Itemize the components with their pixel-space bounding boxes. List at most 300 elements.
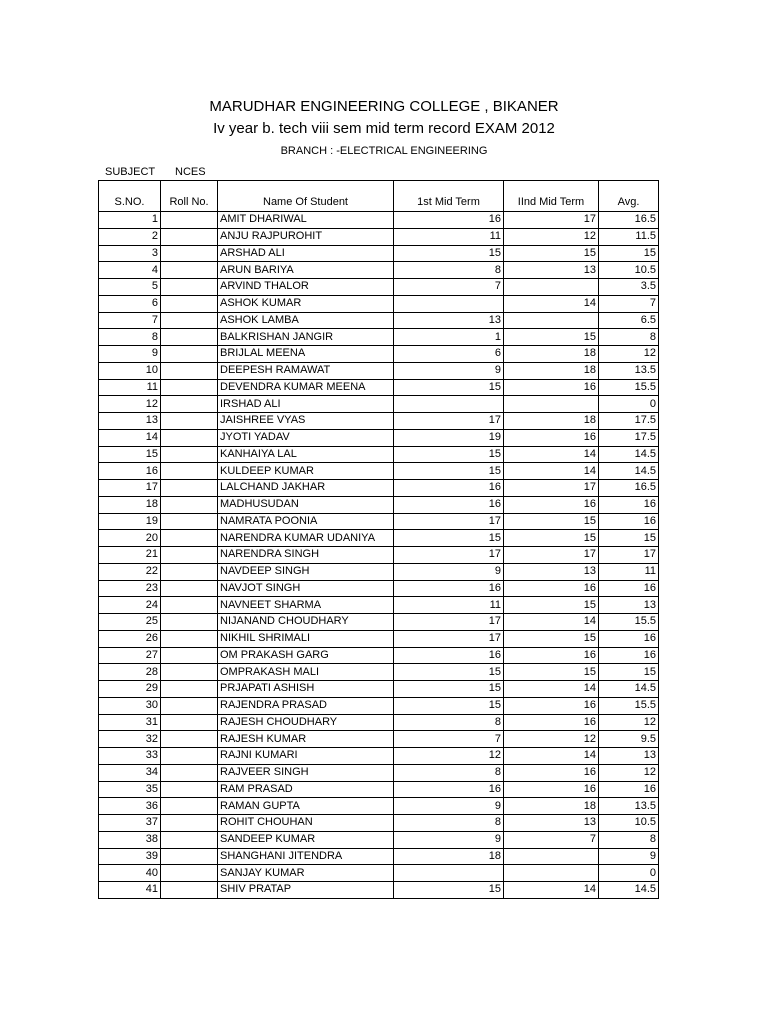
sno-cell: 27 (99, 647, 161, 664)
student-name-cell: NARENDRA KUMAR UDANIYA (218, 530, 394, 547)
table-row (99, 831, 659, 848)
roll-no-cell (161, 748, 218, 765)
second-mid-term-cell: 14 (504, 882, 599, 899)
average-cell: 3.5 (599, 279, 659, 296)
first-mid-term-cell: 9 (394, 798, 504, 815)
average-cell: 15.5 (599, 697, 659, 714)
roll-no-cell (161, 547, 218, 564)
roll-no-cell (161, 228, 218, 245)
roll-no-cell (161, 429, 218, 446)
second-mid-term-cell: 18 (504, 346, 599, 363)
second-mid-term-cell: 17 (504, 547, 599, 564)
roll-no-cell (161, 865, 218, 882)
sno-cell: 3 (99, 245, 161, 262)
sno-cell: 38 (99, 831, 161, 848)
student-name-cell: OMPRAKASH MALI (218, 664, 394, 681)
table-row (99, 262, 659, 279)
first-mid-term-cell (394, 396, 504, 413)
student-name-cell: NAMRATA POONIA (218, 513, 394, 530)
second-mid-term-cell: 15 (504, 329, 599, 346)
sno-cell: 40 (99, 865, 161, 882)
student-name-cell: SANDEEP KUMAR (218, 831, 394, 848)
table-row (99, 480, 659, 497)
student-name-cell: KULDEEP KUMAR (218, 463, 394, 480)
first-mid-term-cell: 17 (394, 513, 504, 530)
sno-cell: 22 (99, 563, 161, 580)
sno-cell: 15 (99, 446, 161, 463)
sno-cell: 21 (99, 547, 161, 564)
first-mid-term-cell: 8 (394, 815, 504, 832)
second-mid-term-cell: 16 (504, 697, 599, 714)
first-mid-term-cell: 16 (394, 580, 504, 597)
roll-no-cell (161, 781, 218, 798)
table-row (99, 513, 659, 530)
roll-no-cell (161, 362, 218, 379)
sno-cell: 29 (99, 681, 161, 698)
table-row (99, 245, 659, 262)
student-name-cell: ARVIND THALOR (218, 279, 394, 296)
student-name-cell: PRJAPATI ASHISH (218, 681, 394, 698)
table-row (99, 279, 659, 296)
sno-cell: 13 (99, 413, 161, 430)
student-name-cell: ANJU RAJPUROHIT (218, 228, 394, 245)
sno-cell: 34 (99, 764, 161, 781)
roll-no-cell (161, 245, 218, 262)
roll-no-cell (161, 396, 218, 413)
first-mid-term-cell: 15 (394, 697, 504, 714)
average-cell: 13 (599, 597, 659, 614)
second-mid-term-cell: 16 (504, 496, 599, 513)
column-header-sno: S.NO. (99, 181, 161, 212)
subject-value: NCES (175, 166, 206, 178)
second-mid-term-cell: 12 (504, 228, 599, 245)
first-mid-term-cell: 15 (394, 245, 504, 262)
column-header-average: Avg. (599, 181, 659, 212)
average-cell: 14.5 (599, 882, 659, 899)
average-cell: 9.5 (599, 731, 659, 748)
sno-cell: 26 (99, 630, 161, 647)
sno-cell: 6 (99, 295, 161, 312)
roll-no-cell (161, 614, 218, 631)
roll-no-cell (161, 463, 218, 480)
first-mid-term-cell: 15 (394, 379, 504, 396)
column-header-first-mid-term: 1st Mid Term (394, 181, 504, 212)
second-mid-term-cell: 13 (504, 563, 599, 580)
table-row (99, 295, 659, 312)
sno-cell: 9 (99, 346, 161, 363)
student-name-cell: NIJANAND CHOUDHARY (218, 614, 394, 631)
sno-cell: 41 (99, 882, 161, 899)
first-mid-term-cell: 12 (394, 748, 504, 765)
average-cell: 0 (599, 396, 659, 413)
roll-no-cell (161, 379, 218, 396)
sno-cell: 20 (99, 530, 161, 547)
student-name-cell: NAVJOT SINGH (218, 580, 394, 597)
table-row (99, 798, 659, 815)
column-header-name: Name Of Student (218, 181, 394, 212)
sno-cell: 11 (99, 379, 161, 396)
roll-no-cell (161, 731, 218, 748)
average-cell: 17.5 (599, 429, 659, 446)
column-header-second-mid-term: IInd Mid Term (504, 181, 599, 212)
student-name-cell: DEVENDRA KUMAR MEENA (218, 379, 394, 396)
first-mid-term-cell: 6 (394, 346, 504, 363)
sno-cell: 2 (99, 228, 161, 245)
table-row (99, 547, 659, 564)
sno-cell: 28 (99, 664, 161, 681)
average-cell: 16.5 (599, 212, 659, 229)
second-mid-term-cell: 15 (504, 245, 599, 262)
sno-cell: 5 (99, 279, 161, 296)
second-mid-term-cell: 15 (504, 530, 599, 547)
student-name-cell: RAMAN GUPTA (218, 798, 394, 815)
table-row (99, 647, 659, 664)
second-mid-term-cell: 15 (504, 630, 599, 647)
first-mid-term-cell: 13 (394, 312, 504, 329)
second-mid-term-cell: 14 (504, 463, 599, 480)
second-mid-term-cell: 7 (504, 831, 599, 848)
roll-no-cell (161, 831, 218, 848)
second-mid-term-cell: 18 (504, 798, 599, 815)
first-mid-term-cell: 15 (394, 664, 504, 681)
second-mid-term-cell: 16 (504, 580, 599, 597)
average-cell: 8 (599, 831, 659, 848)
second-mid-term-cell: 17 (504, 480, 599, 497)
average-cell: 15 (599, 530, 659, 547)
second-mid-term-cell: 14 (504, 614, 599, 631)
second-mid-term-cell: 16 (504, 429, 599, 446)
student-name-cell: LALCHAND JAKHAR (218, 480, 394, 497)
roll-no-cell (161, 664, 218, 681)
second-mid-term-cell: 16 (504, 714, 599, 731)
roll-no-cell (161, 413, 218, 430)
table-row (99, 362, 659, 379)
table-row (99, 580, 659, 597)
average-cell: 13 (599, 748, 659, 765)
sno-cell: 14 (99, 429, 161, 446)
sno-cell: 31 (99, 714, 161, 731)
sno-cell: 19 (99, 513, 161, 530)
student-name-cell: RAJESH KUMAR (218, 731, 394, 748)
table-row (99, 228, 659, 245)
table-row (99, 212, 659, 229)
student-name-cell: NIKHIL SHRIMALI (218, 630, 394, 647)
student-name-cell: MADHUSUDAN (218, 496, 394, 513)
student-name-cell: RAJENDRA PRASAD (218, 697, 394, 714)
average-cell: 7 (599, 295, 659, 312)
average-cell: 10.5 (599, 815, 659, 832)
roll-no-cell (161, 563, 218, 580)
branch-label: BRANCH : -ELECTRICAL ENGINEERING (280, 145, 488, 157)
table-row (99, 563, 659, 580)
first-mid-term-cell: 16 (394, 212, 504, 229)
roll-no-cell (161, 346, 218, 363)
roll-no-cell (161, 764, 218, 781)
second-mid-term-cell: 14 (504, 681, 599, 698)
second-mid-term-cell (504, 396, 599, 413)
student-name-cell: ASHOK KUMAR (218, 295, 394, 312)
second-mid-term-cell: 13 (504, 262, 599, 279)
sno-cell: 12 (99, 396, 161, 413)
sno-cell: 33 (99, 748, 161, 765)
average-cell: 17 (599, 547, 659, 564)
student-name-cell: RAJNI KUMARI (218, 748, 394, 765)
second-mid-term-cell: 12 (504, 731, 599, 748)
student-name-cell: ARUN BARIYA (218, 262, 394, 279)
roll-no-cell (161, 714, 218, 731)
table-body (99, 212, 659, 899)
roll-no-cell (161, 496, 218, 513)
first-mid-term-cell: 15 (394, 882, 504, 899)
table-row (99, 764, 659, 781)
roll-no-cell (161, 630, 218, 647)
roll-no-cell (161, 513, 218, 530)
roll-no-cell (161, 882, 218, 899)
roll-no-cell (161, 212, 218, 229)
table-row (99, 446, 659, 463)
second-mid-term-cell: 16 (504, 647, 599, 664)
average-cell: 16 (599, 580, 659, 597)
average-cell: 11 (599, 563, 659, 580)
roll-no-cell (161, 295, 218, 312)
second-mid-term-cell: 16 (504, 379, 599, 396)
first-mid-term-cell: 15 (394, 681, 504, 698)
student-name-cell: JYOTI YADAV (218, 429, 394, 446)
table-row (99, 815, 659, 832)
roll-no-cell (161, 681, 218, 698)
student-name-cell: AMIT DHARIWAL (218, 212, 394, 229)
average-cell: 15 (599, 245, 659, 262)
table-row (99, 681, 659, 698)
roll-no-cell (161, 262, 218, 279)
sno-cell: 23 (99, 580, 161, 597)
table-row (99, 413, 659, 430)
average-cell: 14.5 (599, 681, 659, 698)
first-mid-term-cell: 9 (394, 362, 504, 379)
table-row (99, 714, 659, 731)
roll-no-cell (161, 848, 218, 865)
average-cell: 16 (599, 781, 659, 798)
sno-cell: 17 (99, 480, 161, 497)
roll-no-cell (161, 312, 218, 329)
roll-no-cell (161, 446, 218, 463)
roll-no-cell (161, 329, 218, 346)
second-mid-term-cell: 14 (504, 295, 599, 312)
table-row (99, 882, 659, 899)
roll-no-cell (161, 580, 218, 597)
student-name-cell: NAVDEEP SINGH (218, 563, 394, 580)
sno-cell: 18 (99, 496, 161, 513)
table-row (99, 731, 659, 748)
first-mid-term-cell: 17 (394, 413, 504, 430)
first-mid-term-cell: 19 (394, 429, 504, 446)
student-name-cell: BRIJLAL MEENA (218, 346, 394, 363)
table-row (99, 429, 659, 446)
average-cell: 17.5 (599, 413, 659, 430)
roll-no-cell (161, 597, 218, 614)
second-mid-term-cell: 13 (504, 815, 599, 832)
average-cell: 6.5 (599, 312, 659, 329)
table-row (99, 748, 659, 765)
sno-cell: 36 (99, 798, 161, 815)
student-name-cell: RAM PRASAD (218, 781, 394, 798)
first-mid-term-cell: 7 (394, 731, 504, 748)
second-mid-term-cell: 17 (504, 212, 599, 229)
second-mid-term-cell: 14 (504, 446, 599, 463)
table-row (99, 379, 659, 396)
student-name-cell: JAISHREE VYAS (218, 413, 394, 430)
student-name-cell: ROHIT CHOUHAN (218, 815, 394, 832)
first-mid-term-cell: 16 (394, 781, 504, 798)
table-row (99, 865, 659, 882)
student-name-cell: KANHAIYA LAL (218, 446, 394, 463)
sno-cell: 8 (99, 329, 161, 346)
table-row (99, 614, 659, 631)
college-name: MARUDHAR ENGINEERING COLLEGE , BIKANER (209, 98, 559, 115)
second-mid-term-cell: 18 (504, 413, 599, 430)
student-name-cell: SHIV PRATAP (218, 882, 394, 899)
first-mid-term-cell: 1 (394, 329, 504, 346)
average-cell: 14.5 (599, 463, 659, 480)
sno-cell: 10 (99, 362, 161, 379)
first-mid-term-cell: 17 (394, 547, 504, 564)
table-row (99, 630, 659, 647)
average-cell: 15 (599, 664, 659, 681)
table-row (99, 848, 659, 865)
second-mid-term-cell: 16 (504, 764, 599, 781)
first-mid-term-cell: 16 (394, 480, 504, 497)
first-mid-term-cell: 8 (394, 262, 504, 279)
student-name-cell: IRSHAD ALI (218, 396, 394, 413)
average-cell: 0 (599, 865, 659, 882)
average-cell: 16 (599, 630, 659, 647)
table-row (99, 346, 659, 363)
table-row (99, 312, 659, 329)
average-cell: 12 (599, 346, 659, 363)
student-name-cell: RAJVEER SINGH (218, 764, 394, 781)
student-name-cell: SHANGHANI JITENDRA (218, 848, 394, 865)
second-mid-term-cell (504, 312, 599, 329)
sno-cell: 24 (99, 597, 161, 614)
first-mid-term-cell: 17 (394, 614, 504, 631)
marks-table (98, 180, 659, 899)
sno-cell: 35 (99, 781, 161, 798)
average-cell: 16 (599, 513, 659, 530)
average-cell: 13.5 (599, 798, 659, 815)
first-mid-term-cell (394, 295, 504, 312)
table-row (99, 781, 659, 798)
average-cell: 9 (599, 848, 659, 865)
average-cell: 10.5 (599, 262, 659, 279)
average-cell: 16.5 (599, 480, 659, 497)
average-cell: 15.5 (599, 379, 659, 396)
second-mid-term-cell (504, 279, 599, 296)
table-row (99, 530, 659, 547)
student-name-cell: RAJESH CHOUDHARY (218, 714, 394, 731)
sno-cell: 25 (99, 614, 161, 631)
first-mid-term-cell: 16 (394, 496, 504, 513)
roll-no-cell (161, 279, 218, 296)
column-header-roll-no: Roll No. (161, 181, 218, 212)
table-row (99, 597, 659, 614)
subject-label: SUBJECT (105, 166, 156, 178)
average-cell: 13.5 (599, 362, 659, 379)
first-mid-term-cell: 17 (394, 630, 504, 647)
student-name-cell: ARSHAD ALI (218, 245, 394, 262)
sno-cell: 4 (99, 262, 161, 279)
first-mid-term-cell (394, 865, 504, 882)
first-mid-term-cell: 7 (394, 279, 504, 296)
second-mid-term-cell: 15 (504, 513, 599, 530)
table-row (99, 664, 659, 681)
first-mid-term-cell: 15 (394, 530, 504, 547)
first-mid-term-cell: 11 (394, 228, 504, 245)
roll-no-cell (161, 480, 218, 497)
second-mid-term-cell (504, 848, 599, 865)
first-mid-term-cell: 9 (394, 831, 504, 848)
sno-cell: 39 (99, 848, 161, 865)
exam-title: Iv year b. tech viii sem mid term record EXAM 2012 (213, 120, 555, 137)
average-cell: 16 (599, 496, 659, 513)
roll-no-cell (161, 815, 218, 832)
table-row (99, 329, 659, 346)
first-mid-term-cell: 15 (394, 446, 504, 463)
student-name-cell: SANJAY KUMAR (218, 865, 394, 882)
average-cell: 12 (599, 764, 659, 781)
sno-cell: 37 (99, 815, 161, 832)
student-name-cell: OM PRAKASH GARG (218, 647, 394, 664)
first-mid-term-cell: 9 (394, 563, 504, 580)
second-mid-term-cell: 16 (504, 781, 599, 798)
table-header-row (99, 181, 659, 212)
roll-no-cell (161, 697, 218, 714)
student-name-cell: ASHOK LAMBA (218, 312, 394, 329)
second-mid-term-cell: 18 (504, 362, 599, 379)
sno-cell: 16 (99, 463, 161, 480)
first-mid-term-cell: 18 (394, 848, 504, 865)
average-cell: 15.5 (599, 614, 659, 631)
average-cell: 11.5 (599, 228, 659, 245)
sno-cell: 7 (99, 312, 161, 329)
average-cell: 14.5 (599, 446, 659, 463)
average-cell: 8 (599, 329, 659, 346)
sno-cell: 32 (99, 731, 161, 748)
roll-no-cell (161, 530, 218, 547)
second-mid-term-cell: 14 (504, 748, 599, 765)
student-name-cell: DEEPESH RAMAWAT (218, 362, 394, 379)
second-mid-term-cell: 15 (504, 664, 599, 681)
first-mid-term-cell: 8 (394, 714, 504, 731)
roll-no-cell (161, 647, 218, 664)
student-name-cell: BALKRISHAN JANGIR (218, 329, 394, 346)
table-row (99, 496, 659, 513)
first-mid-term-cell: 8 (394, 764, 504, 781)
sno-cell: 30 (99, 697, 161, 714)
table-row (99, 463, 659, 480)
sno-cell: 1 (99, 212, 161, 229)
table-row (99, 396, 659, 413)
average-cell: 16 (599, 647, 659, 664)
second-mid-term-cell (504, 865, 599, 882)
first-mid-term-cell: 16 (394, 647, 504, 664)
first-mid-term-cell: 11 (394, 597, 504, 614)
second-mid-term-cell: 15 (504, 597, 599, 614)
table-row (99, 697, 659, 714)
student-name-cell: NARENDRA SINGH (218, 547, 394, 564)
roll-no-cell (161, 798, 218, 815)
first-mid-term-cell: 15 (394, 463, 504, 480)
student-name-cell: NAVNEET SHARMA (218, 597, 394, 614)
